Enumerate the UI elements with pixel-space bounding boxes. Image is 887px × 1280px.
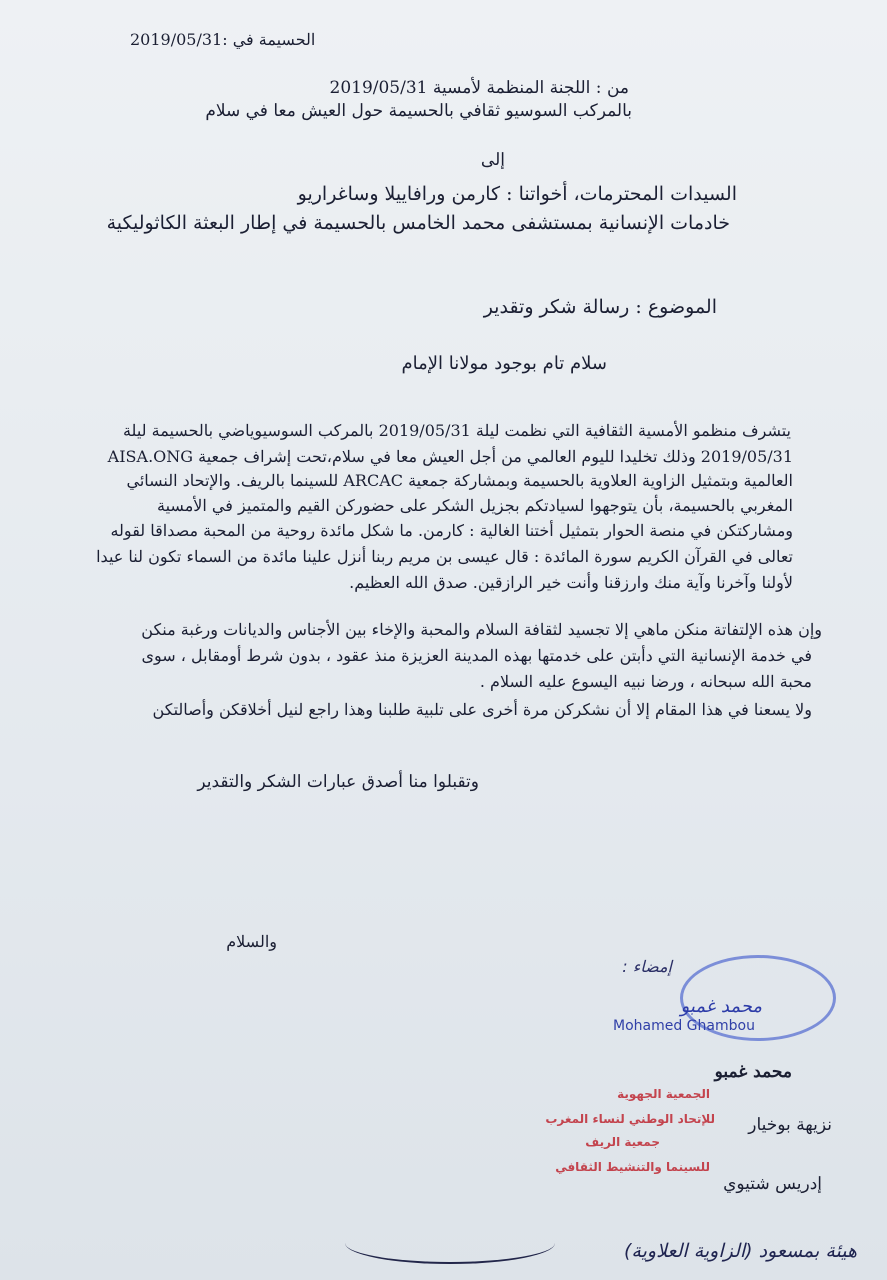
addressee-line-1: السيدات المحترمات، أخواتنا : كارمن ورافاييلا وساغراريو — [297, 183, 737, 205]
signer-name-1: محمد غمبو — [714, 1062, 792, 1082]
from-line-1: من : اللجنة المنظمة لأمسية 2019/05/31 — [329, 78, 629, 98]
paragraph-1-line: 2019/05/31 وذلك تخليدا لليوم العالمي من أجل العيش معا في سلام،تحت إشراف جمعية AISA.ONG — [107, 447, 793, 466]
greeting-line: سلام تام بوجود مولانا الإمام — [401, 353, 607, 374]
salam-line: والسلام — [226, 932, 277, 951]
addressee-line-2: خادمات الإنسانية بمستشفى محمد الخامس بالحسيمة في إطار البعثة الكاثوليكية — [106, 212, 730, 234]
red-stamp-text: جمعية الريف — [585, 1135, 660, 1149]
paragraph-1-line: العالمية وبتمثيل الزاوية العلاوية بالحسيمة وبمشاركة جمعية ARCAC للسينما بالريف. والإتحاد النسائي — [126, 471, 793, 490]
closing-line: وتقبلوا منا أصدق عبارات الشكر والتقدير — [197, 772, 479, 792]
signer-name-3: إدريس شتيوي — [723, 1174, 822, 1194]
signer-name-2: نزيهة بوخيار — [748, 1115, 832, 1135]
red-stamp-icon — [500, 1085, 720, 1195]
paragraph-2-line: وإن هذه الإلتفاتة منكن ماهي إلا تجسيد لثقافة السلام والمحبة والإخاء بين الأجناس والديانات ورغبة منكن — [141, 620, 822, 639]
from-line-2: بالمركب السوسيو ثقافي بالحسيمة حول العيش معا في سلام — [205, 101, 632, 121]
red-stamp-text: الجمعية الجهوية — [617, 1087, 710, 1101]
red-stamp-text: للإتحاد الوطني لنساء المغرب — [545, 1112, 715, 1126]
signature-handwritten-arabic: محمد غمبو — [680, 996, 762, 1017]
paragraph-2-line: ولا يسعنا في هذا المقام إلا أن نشكركن مرة أخرى على تلبية طلبنا وهذا راجع لنيل أخلاقكن وأصالتكن — [152, 700, 812, 719]
handwritten-name-4: هيئة بمسعود (الزاوية العلاوية) — [624, 1240, 857, 1262]
red-stamp-text: للسينما والتنشيط الثقافي — [555, 1160, 710, 1174]
paragraph-2-line: في خدمة الإنسانية التي دأبتن على خدمتها بهذه المدينة العزيزة منذ عقود ، بدون شرط أومقابل ، سوى — [141, 646, 812, 665]
paragraph-1-line: المغربي بالحسيمة، بأن يتوجهوا لسيادتكم بجزيل الشكر على حضوركن القيم والمتميز في الأمسية — [157, 496, 793, 515]
paragraph-1-line: لأولنا وآخرنا وآية منك وارزقنا وأنت خير الرازقين. صدق الله العظيم. — [349, 573, 793, 592]
signature-label: إمضاء : — [622, 957, 672, 976]
place-date: الحسيمة في :2019/05/31 — [130, 30, 316, 49]
paragraph-1-line: يتشرف منظمو الأمسية الثقافية التي نظمت ليلة 2019/05/31 بالمركب السوسيوياضي بالحسيمة ليلة — [122, 421, 791, 440]
to-label: إلى — [480, 150, 505, 170]
signature-latin: Mohamed Ghambou — [613, 1018, 755, 1034]
paragraph-1-line: تعالى في القرآن الكريم سورة المائدة : قال عيسى بن مريم ربنا أنزل علينا مائدة من السماء تكون لنا عيدا — [96, 547, 793, 566]
signature-loop-icon — [345, 1222, 555, 1264]
paragraph-1-line: ومشاركتكن في منصة الحوار بتمثيل أختنا الغالية : كارمن. ما شكل مائدة روحية من المحبة مصداقا لقوله — [110, 521, 793, 540]
paragraph-2-line: محبة الله سبحانه ، ورضا نبيه اليسوع عليه السلام . — [479, 672, 812, 691]
subject-line: الموضوع : رسالة شكر وتقدير — [483, 296, 717, 318]
